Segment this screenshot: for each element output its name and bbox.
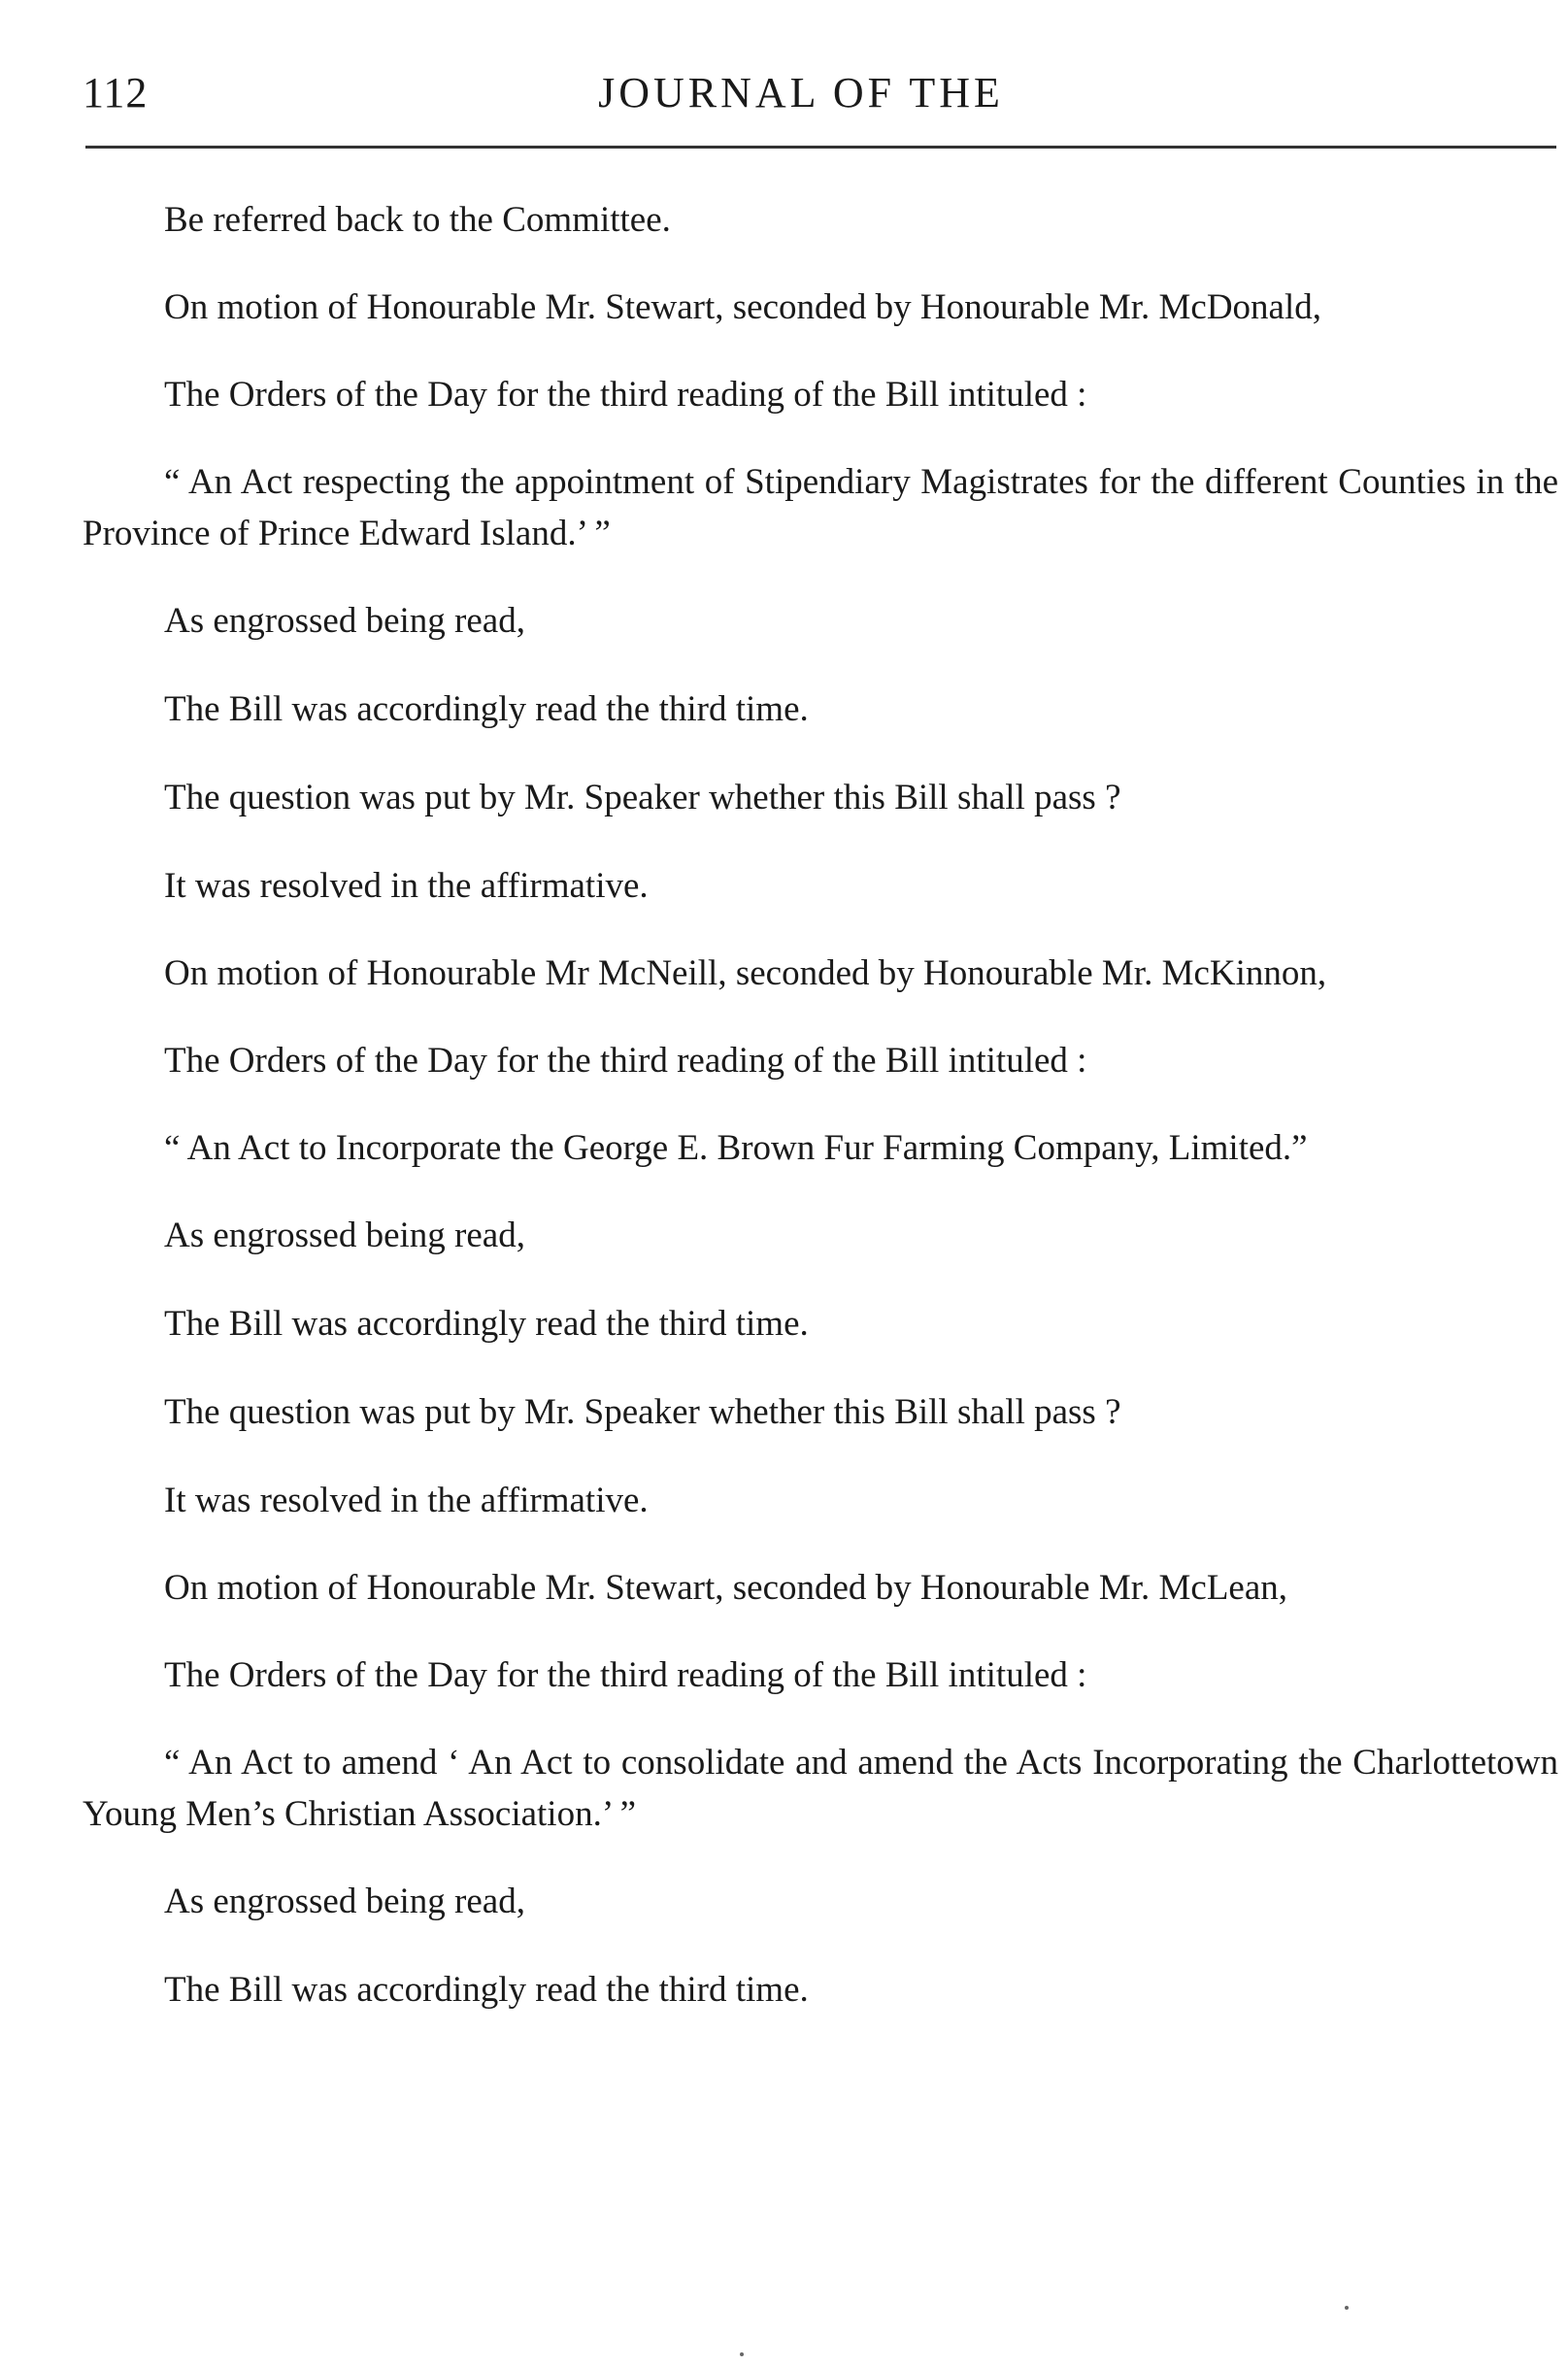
paragraph-bill-title: “ An Act to Incorporate the George E. Brown Fur Farming Company, Limited.” [164,1128,1308,1168]
paragraph-motion-mcneill-mckinnon: On motion of Honourable Mr McNeill, seconded by Honourable Mr. McKinnon, [164,953,1327,993]
running-title: JOURNAL OF THE [598,69,1004,117]
print-speck [740,2352,744,2356]
journal-body [83,194,1558,2051]
paragraph-referred-back: Be referred back to the Committee. [164,200,671,240]
paragraph-resolved: It was resolved in the affirmative. [164,866,649,906]
header-rule [85,146,1556,149]
page-number: 112 [83,69,149,117]
paragraph-motion-stewart-mcdonald: On motion of Honourable Mr. Stewart, seconded by Honourable Mr. McDonald, [164,287,1322,327]
paragraph-resolved: It was resolved in the affirmative. [164,1481,649,1520]
print-speck [1345,2306,1349,2310]
paragraph-motion-stewart-mclean: On motion of Honourable Mr. Stewart, seconded by Honourable Mr. McLean, [164,1568,1288,1608]
paragraph-bill-title: “ An Act to amend ‘ An Act to consolidate and amend the Acts Incorporating the Charlottetown Young Men’s Christian Association.’ ” [83,1743,1558,1834]
paragraph-engrossed: As engrossed being read, [164,1216,525,1255]
paragraph-third-reading: The Bill was accordingly read the third time. [164,689,809,729]
paragraph-engrossed: As engrossed being read, [164,1882,525,1921]
paragraph-orders-of-day: The Orders of the Day for the third reading of the Bill intituled : [164,1041,1087,1081]
paragraph-third-reading: The Bill was accordingly read the third time. [164,1304,809,1344]
paragraph-bill-title: “ An Act respecting the appointment of Stipendiary Magistrates for the different Counties in the Province of Prince Edward Island.’ ” [83,462,1558,553]
paragraph-question-put: The question was put by Mr. Speaker whether this Bill shall pass ? [164,778,1121,817]
paragraph-orders-of-day: The Orders of the Day for the third reading of the Bill intituled : [164,1655,1087,1695]
paragraph-orders-of-day: The Orders of the Day for the third reading of the Bill intituled : [164,375,1087,415]
paragraph-question-put: The question was put by Mr. Speaker whether this Bill shall pass ? [164,1392,1121,1432]
paragraph-third-reading: The Bill was accordingly read the third time. [164,1970,809,2010]
paragraph-engrossed: As engrossed being read, [164,601,525,641]
page-header [83,60,1558,128]
